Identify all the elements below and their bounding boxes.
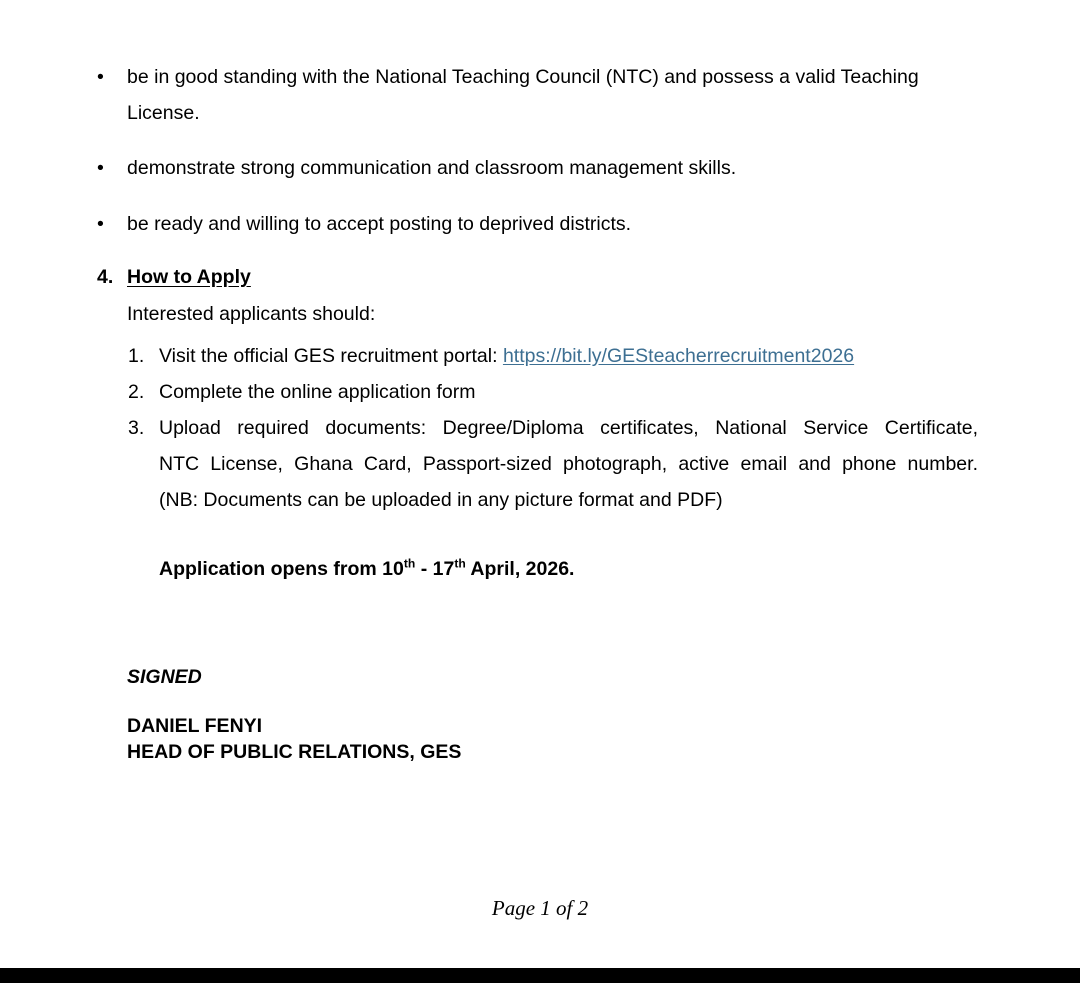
application-steps-list	[128, 338, 978, 518]
list-item	[128, 374, 978, 410]
list-item	[97, 151, 978, 187]
step-text-line-2: NTC License, Ghana Card, Passport-sized photograph, active email and phone number.	[159, 453, 978, 475]
bullet-icon: •	[97, 212, 104, 235]
application-window-suffix: April, 2026.	[465, 558, 575, 580]
signed-label: SIGNED	[127, 666, 202, 688]
application-window-text	[159, 556, 574, 582]
step-text-line-1: Upload required documents: Degree/Diploma certificates, National Service Certificate,	[159, 417, 978, 439]
signatory-name: DANIEL FENYI	[127, 715, 263, 737]
list-item-text: demonstrate strong communication and classroom management skills.	[127, 157, 737, 179]
section-title: How to Apply	[127, 266, 251, 288]
list-item	[97, 60, 978, 131]
bullet-icon: •	[97, 66, 104, 88]
step-number: 2.	[128, 381, 145, 403]
step-text: Visit the official GES recruitment portal:	[159, 345, 503, 367]
application-window-middle: - 17	[415, 558, 455, 580]
page-number-footer: Page 1 of 2	[491, 896, 589, 920]
applicants-intro-text: Interested applicants should:	[127, 303, 376, 325]
list-item	[128, 338, 978, 374]
step-text: Complete the online application form	[159, 381, 476, 403]
step-text-line-3: (NB: Documents can be uploaded in any picture format and PDF)	[159, 489, 723, 511]
signature-block	[127, 714, 461, 765]
step-number: 1.	[128, 345, 145, 367]
application-window-prefix: Application opens from 10	[159, 558, 404, 580]
section-heading-how-to-apply	[97, 264, 978, 290]
list-item-text: be ready and willing to accept posting to deprived districts.	[127, 212, 632, 235]
requirements-bullet-list	[97, 60, 978, 242]
section-number: 4.	[97, 266, 114, 288]
ordinal-suffix-close: th	[454, 556, 466, 571]
list-item	[128, 410, 978, 518]
bullet-icon: •	[97, 157, 104, 179]
ordinal-suffix-open: th	[403, 556, 416, 571]
signatory-title: HEAD OF PUBLIC RELATIONS, GES	[127, 740, 462, 763]
step-number: 3.	[128, 417, 145, 439]
bottom-black-bar	[0, 968, 1080, 983]
list-item	[97, 207, 978, 243]
recruitment-portal-link[interactable]: https://bit.ly/GESteacherrecruitment2026	[502, 345, 855, 367]
list-item-text: be in good standing with the National Teaching Council (NTC) and possess a valid Teaching License.	[127, 66, 919, 124]
